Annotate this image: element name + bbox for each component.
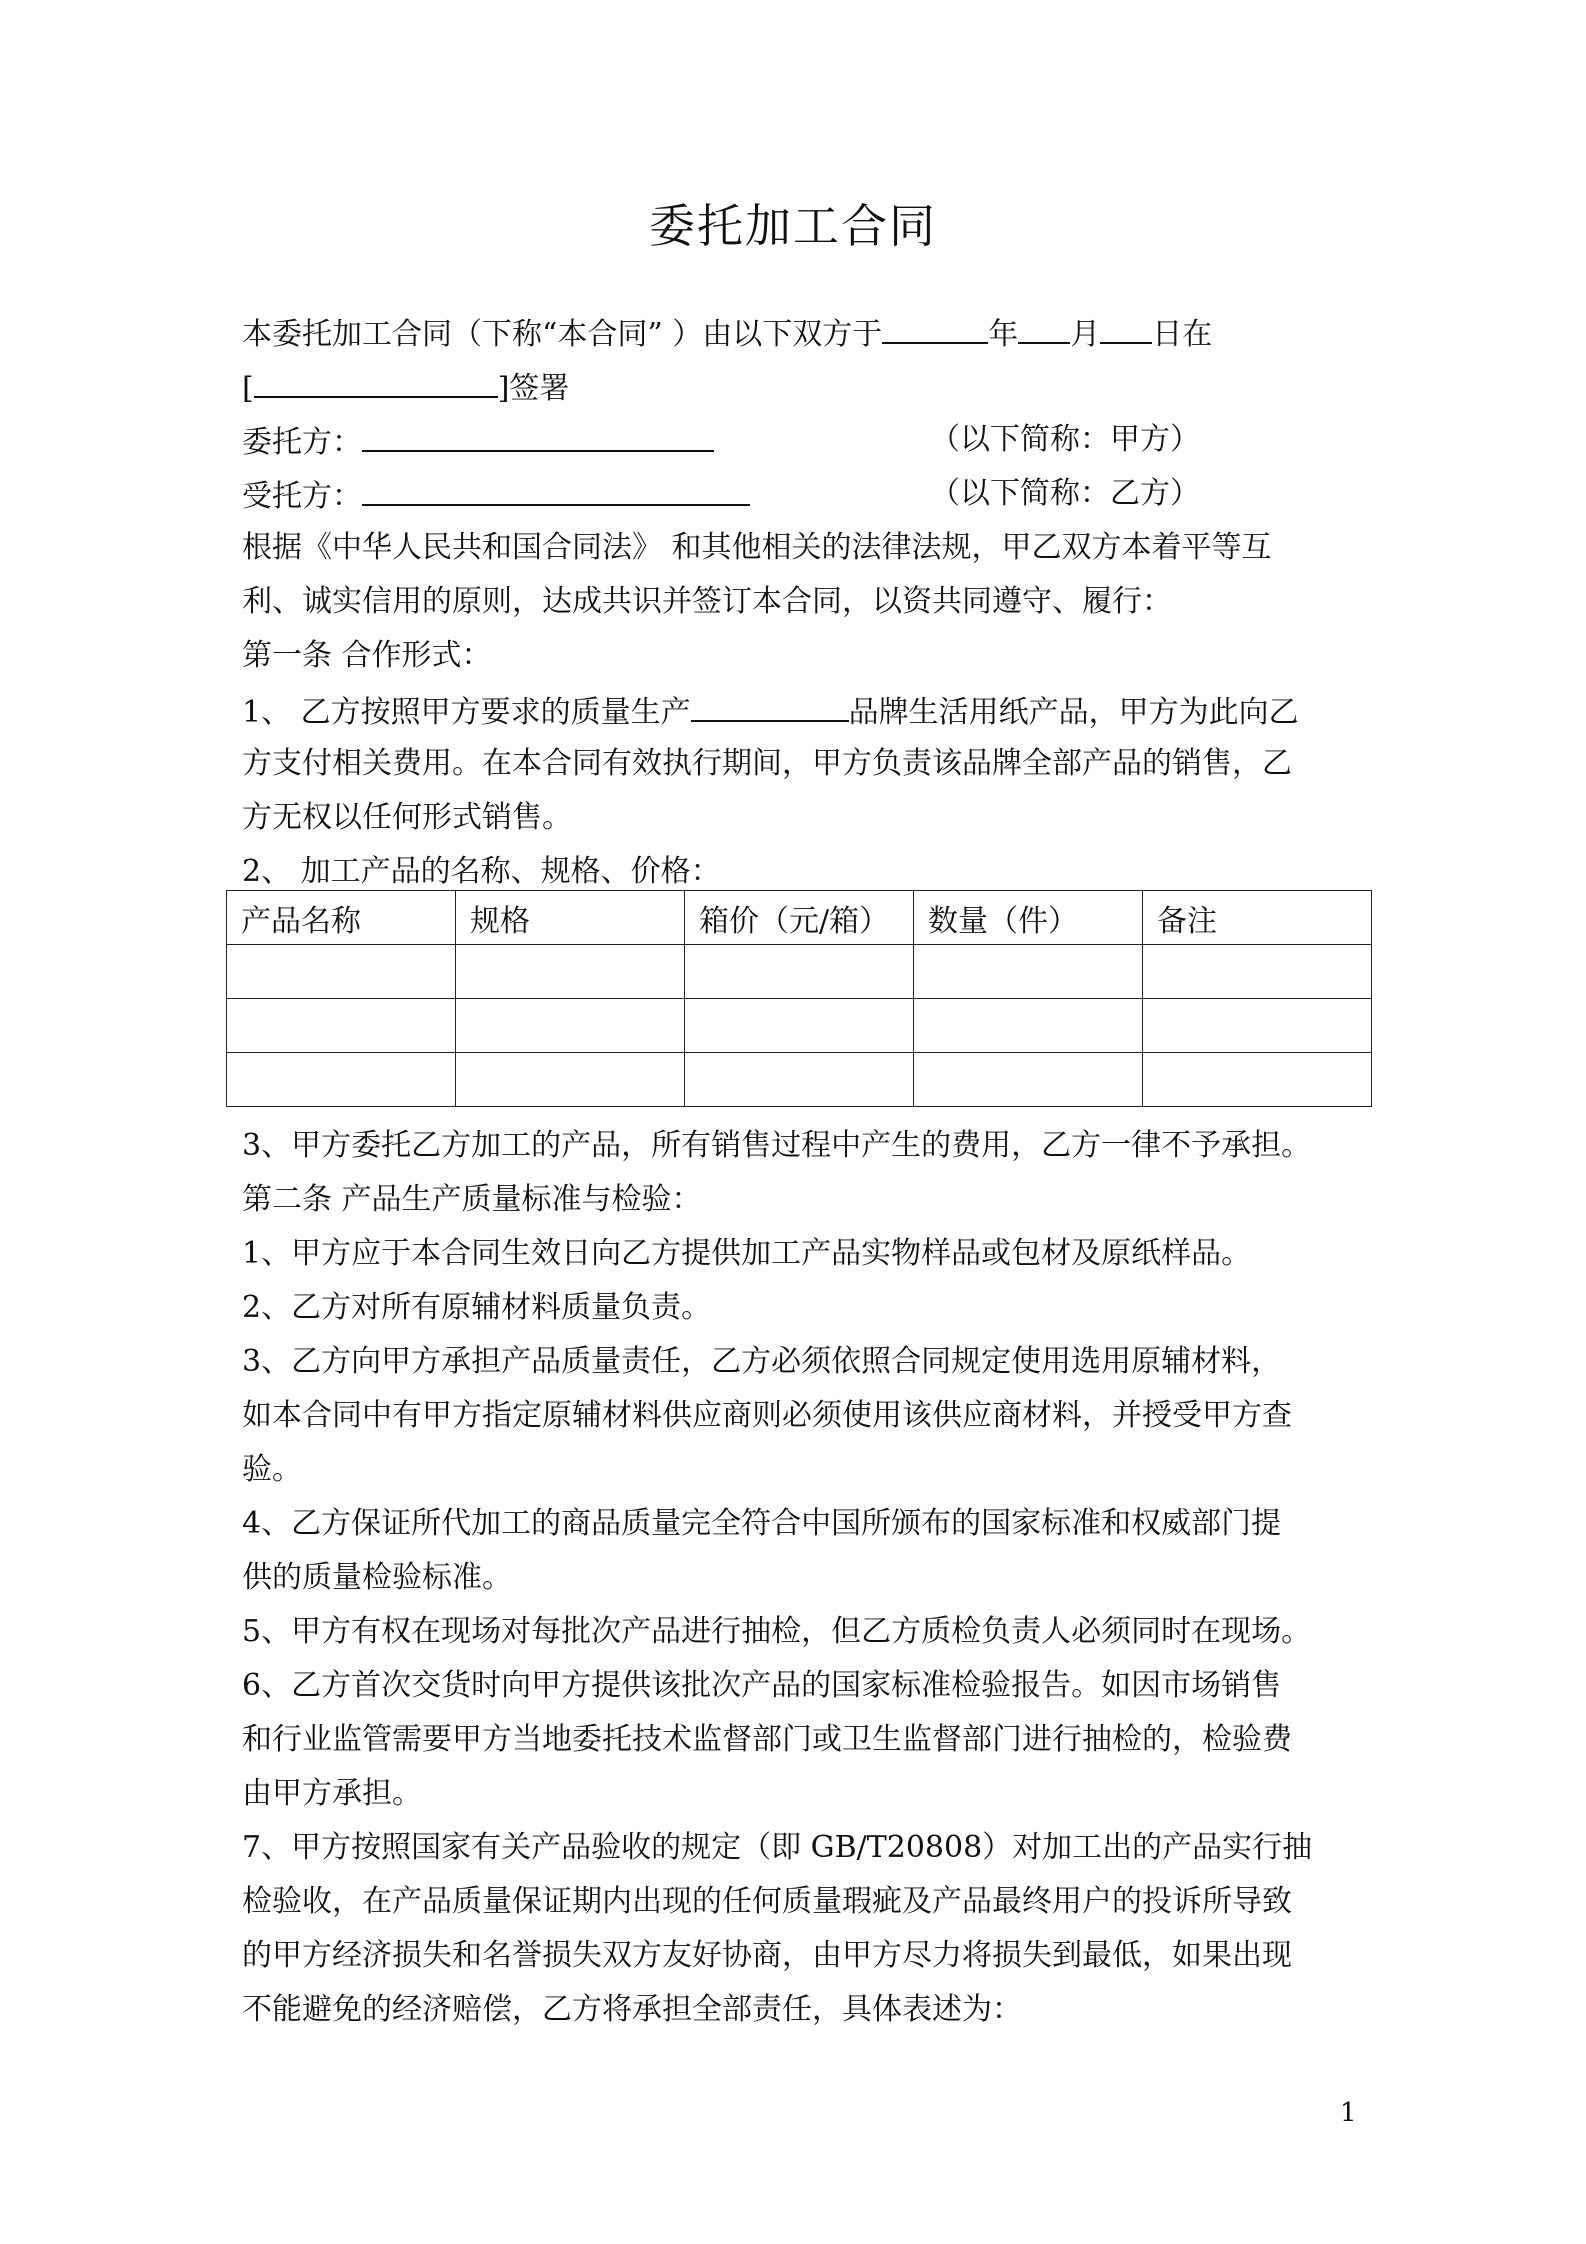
table-cell[interactable] <box>227 1053 456 1107</box>
year-label: 年 <box>988 317 1019 352</box>
table-row <box>227 1053 1372 1107</box>
table-cell[interactable] <box>914 945 1143 999</box>
page-number: 1 <box>1340 2098 1357 2128</box>
day-label: 日在 <box>1152 317 1213 352</box>
article1-item1-cont: 方支付相关费用。在本合同有效执行期间，甲方负责该品牌全部产品的销售，乙 <box>242 746 1292 781</box>
sign-place-blank[interactable] <box>254 366 498 398</box>
item-text: 品牌生活用纸产品，甲方为此向乙 <box>848 695 1299 730</box>
article2-line: 如本合同中有甲方指定原辅材料供应商则必须使用该供应商材料，并授受甲方查 <box>242 1398 1292 1433</box>
table-cell[interactable] <box>227 945 456 999</box>
basis-line: 根据《中华人民共和国合同法》 和其他相关的法律法规，甲乙双方本着平等互 <box>242 530 1272 565</box>
article-heading: 第二条 产品生产质量标准与检验： <box>242 1182 702 1217</box>
article2-line: 3、乙方向甲方承担产品质量责任，乙方必须依照合同规定使用选用原辅材料， <box>242 1344 1282 1379</box>
sign-place-line <box>242 366 569 409</box>
article1-item1-cont: 方无权以任何形式销售。 <box>242 800 572 835</box>
intro-line <box>242 312 1212 355</box>
table-row <box>227 945 1372 999</box>
party-a-line <box>242 420 714 463</box>
article1-item2: 2、 加工产品的名称、规格、价格： <box>242 854 721 889</box>
table-cell[interactable] <box>914 1053 1143 1107</box>
article2-line: 2、乙方对所有原辅材料质量负责。 <box>242 1290 712 1325</box>
article-heading: 第一条 合作形式： <box>242 638 492 673</box>
table-cell[interactable] <box>1143 999 1372 1053</box>
table-header: 产品名称 <box>227 891 456 945</box>
party-b-line <box>242 474 750 517</box>
intro-text: 本委托加工合同（下称“本合同” ）由以下双方于 <box>242 317 883 352</box>
party-a-label: 委托方： <box>242 425 362 460</box>
item-text: 1、 乙方按照甲方要求的质量生产 <box>242 695 691 730</box>
page-title: 委托加工合同 <box>649 199 937 253</box>
table-cell[interactable] <box>456 999 685 1053</box>
article2-line: 1、甲方应于本合同生效日向乙方提供加工产品实物样品或包材及原纸样品。 <box>242 1236 1252 1271</box>
product-spec-table <box>226 890 1372 1107</box>
table-header: 备注 <box>1143 891 1372 945</box>
article2-line: 5、甲方有权在现场对每批次产品进行抽检，但乙方质检负责人必须同时在现场。 <box>242 1614 1312 1649</box>
sign-label: ]签署 <box>497 371 570 406</box>
article2-line: 由甲方承担。 <box>242 1776 422 1811</box>
basis-line: 利、诚实信用的原则，达成共识并签订本合同，以资共同遵守、履行： <box>242 584 1172 619</box>
party-b-note: （以下简称：乙方） <box>930 476 1200 511</box>
table-header: 箱价（元/箱） <box>685 891 914 945</box>
year-blank[interactable] <box>882 312 988 344</box>
open-bracket: [ <box>242 371 254 406</box>
table-cell[interactable] <box>456 945 685 999</box>
table-cell[interactable] <box>685 945 914 999</box>
article2-line: 检验收，在产品质量保证期内出现的任何质量瑕疵及产品最终用户的投诉所导致 <box>242 1884 1292 1919</box>
party-a-note: （以下简称：甲方） <box>930 422 1200 457</box>
article2-line: 4、乙方保证所代加工的商品质量完全符合中国所颁布的国家标准和权威部门提 <box>242 1506 1282 1541</box>
article1-item1 <box>242 690 1299 733</box>
party-b-label: 受托方： <box>242 479 362 514</box>
party-a-blank[interactable] <box>362 420 714 452</box>
article2-line: 的甲方经济损失和名誉损失双方友好协商，由甲方尽力将损失到最低，如果出现 <box>242 1938 1292 1973</box>
brand-blank[interactable] <box>691 690 849 722</box>
table-cell[interactable] <box>227 999 456 1053</box>
party-b-blank[interactable] <box>362 474 750 506</box>
article2-line: 不能避免的经济赔偿，乙方将承担全部责任，具体表述为： <box>242 1992 1022 2027</box>
month-label: 月 <box>1070 317 1101 352</box>
table-cell[interactable] <box>685 1053 914 1107</box>
month-blank[interactable] <box>1018 312 1070 344</box>
table-row <box>227 999 1372 1053</box>
day-blank[interactable] <box>1100 312 1152 344</box>
table-cell[interactable] <box>685 999 914 1053</box>
article2-line: 7、甲方按照国家有关产品验收的规定（即 GB/T20808）对加工出的产品实行抽 <box>242 1830 1313 1865</box>
article2-line: 和行业监管需要甲方当地委托技术监督部门或卫生监督部门进行抽检的，检验费 <box>242 1722 1292 1757</box>
table-cell[interactable] <box>914 999 1143 1053</box>
article2-line: 供的质量检验标准。 <box>242 1560 512 1595</box>
article1-item3: 3、甲方委托乙方加工的产品，所有销售过程中产生的费用，乙方一律不予承担。 <box>242 1128 1312 1163</box>
table-header-row <box>227 891 1372 945</box>
table-header: 规格 <box>456 891 685 945</box>
article2-line: 验。 <box>242 1452 302 1487</box>
table-cell[interactable] <box>1143 1053 1372 1107</box>
table-header: 数量（件） <box>914 891 1143 945</box>
table-cell[interactable] <box>1143 945 1372 999</box>
article2-line: 6、乙方首次交货时向甲方提供该批次产品的国家标准检验报告。如因市场销售 <box>242 1668 1282 1703</box>
table-cell[interactable] <box>456 1053 685 1107</box>
